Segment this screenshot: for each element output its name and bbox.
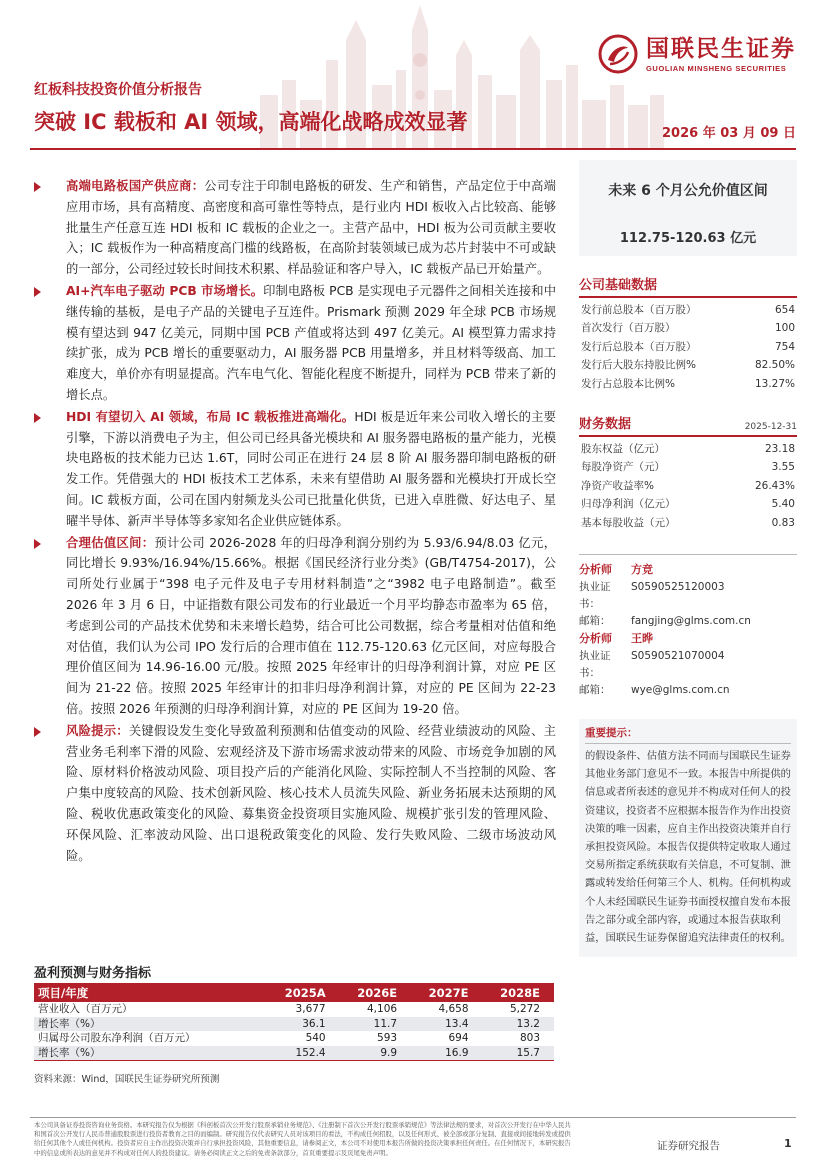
- analyst-title: 分析师: [579, 563, 612, 577]
- data-value: 100: [774, 322, 795, 335]
- table-cell: 13.4: [411, 1017, 482, 1032]
- table-cell: 增长率（%）: [34, 1017, 267, 1032]
- data-key: 归母净利润（亿元）: [581, 498, 676, 511]
- data-row: [579, 440, 797, 458]
- table-header-cell: 2027E: [411, 983, 482, 1002]
- data-row: [579, 375, 797, 393]
- data-key: 首次发行（百万股）: [581, 322, 676, 335]
- table-cell: 16.9: [411, 1046, 482, 1061]
- section-title: [579, 274, 797, 298]
- bullet-arrow-icon: [34, 539, 41, 549]
- page-title: 突破 IC 载板和 AI 领域，高端化战略成效显著: [34, 110, 468, 134]
- data-key: 发行后总股本（百万股）: [581, 340, 697, 353]
- table-cell: 增长率（%）: [34, 1046, 267, 1061]
- data-row: [579, 514, 797, 532]
- table-header-cell: 2025A: [267, 983, 340, 1002]
- table-header-cell: 项目/年度: [34, 983, 267, 1002]
- bullet-heading: 风险提示：: [66, 723, 129, 738]
- data-value: 754: [774, 340, 795, 353]
- guolian-logo-icon: [598, 34, 638, 74]
- data-value: 13.27%: [754, 377, 795, 390]
- bullet-text: 公司专注于印制电路板的研发、生产和销售，产品定位于中高端应用市场，具有高精度、高密度和高可靠性等特点，是行业内 HDI 板收入占比较高、能够批量生产任意互连 HDI 板和 IC 载板的企业之一。主营产品中，HDI 板为公司贡献主要收入；IC 载板作为一种高精度高门槛的线路板，在高阶封装领域已成为芯片封装中不可或缺的一部分，公司经过较长时间技术积累、样品验证和客户导入，IC 载板产品已开始量产。: [66, 179, 556, 277]
- table-cell: 15.7: [483, 1046, 554, 1061]
- table-cell: 4,658: [438, 1003, 469, 1015]
- analyst-section: [579, 554, 797, 699]
- analyst-mail-row: [579, 682, 797, 699]
- data-row: [579, 301, 797, 319]
- table-header-cell: 2026E: [340, 983, 411, 1002]
- analyst-name: 王晔: [631, 632, 653, 646]
- analyst-email-link[interactable]: fangjing@glms.com.cn: [631, 615, 751, 628]
- footer-disclaimer: 本公司具备证券投资咨询业务资格。本研究报告仅为根据《科创板首次公开发行股票承销业务规范》、《注册制下首次公开发行股票承销规范》等法律法规的要求，对首次公开发行在中华人民共和国首次公开发行人民币普通股股票进行投资者教育之目的而编制。研究报告仅代表研究人员对该项目的看法，不构成任何招股，以及任何形式、被全部或部分复制、直接或间接地转发或提供给任何其他个人或任何机构。投资者应自主作出投资决策并自行承担投资风险，其他重要信息，请参阅正文，本公司不对使用本报告所做的投资决策承担任何责任。在任何情况下，本研究报告中的信息或所表达的意见并不构成对任何人的投资建议。请务必阅读正文之后的免责条款部分，首页重要提示及页尾免责声明。: [34, 1121, 571, 1157]
- bullet-text: 关键假设发生变化导致盈利预测和估值变动的风险、经营业绩波动的风险、主营业务毛利率下滑的风险、宏观经济及下游市场需求波动带来的风险、市场竞争加剧的风险、原材料价格波动风险、项目投产后的产能消化风险、实际控制人不当控制的风险、客户集中度较高的风险、技术创新风险、核心技术人员流失风险、新业务拓展未达预期的风险、税收优惠政策变化的风险、募集资金投资项目实施风险、规模扩张引发的管理风险、环保风险、汇率波动风险、出口退税政策变化的风险、发行失败风险、二级市场波动风险。: [66, 723, 556, 863]
- bullet-heading: HDI 有望切入 AI 领域，布局 IC 载板推进高端化。: [66, 409, 355, 424]
- data-row: [579, 356, 797, 374]
- data-row: [579, 319, 797, 337]
- basic-data-section: [579, 274, 797, 393]
- table-cell: 4,106: [367, 1003, 398, 1015]
- footer-divider: [30, 1117, 796, 1118]
- analyst-mail-row: [579, 613, 797, 630]
- finance-data-date: 2025-12-31: [744, 422, 797, 433]
- data-key: 基本每股收益（元）: [581, 516, 676, 529]
- fair-value-panel: [579, 160, 797, 256]
- analyst-cert-row: [579, 579, 797, 613]
- logo-english-name: GUOLIAN MINSHENG SECURITIES: [646, 63, 787, 73]
- sidebar: [579, 160, 797, 957]
- footer-doc-type: 证券研究报告: [657, 1140, 720, 1152]
- cert-number: S0590525120003: [631, 581, 725, 594]
- finance-data-title: 财务数据: [579, 417, 632, 433]
- data-value: 5.40: [771, 498, 795, 511]
- bullet-item: [34, 407, 556, 532]
- data-value: 82.50%: [754, 359, 795, 372]
- cert-label: 执业证书：: [579, 650, 611, 680]
- bullet-item: [34, 176, 556, 280]
- mail-label: 邮箱：: [579, 684, 611, 697]
- analyst-name-row: [579, 561, 797, 579]
- data-row: [579, 495, 797, 513]
- table-cell: 5,272: [509, 1003, 540, 1015]
- data-value: 26.43%: [754, 479, 795, 492]
- data-row: [579, 338, 797, 356]
- fair-value-label: 未来 6 个月公允价值区间: [608, 183, 768, 199]
- table-header-cell: 2028E: [483, 983, 554, 1002]
- forecast-table: [34, 983, 554, 1061]
- brand-logo: [598, 34, 796, 74]
- table-cell: 593: [377, 1032, 398, 1044]
- data-value: 0.83: [771, 516, 795, 529]
- forecast-table-title: 盈利预测与财务指标: [34, 966, 152, 981]
- logo-chinese-name: 国联民生证券: [646, 35, 796, 62]
- table-row: [34, 1046, 554, 1061]
- bullet-item: [34, 281, 556, 406]
- data-row: [579, 458, 797, 476]
- table-cell: 152.4: [267, 1046, 340, 1061]
- table-cell: 13.2: [483, 1017, 554, 1032]
- mail-label: 邮箱：: [579, 615, 611, 628]
- analyst-email-link[interactable]: wye@glms.com.cn: [631, 684, 730, 697]
- analyst-name: 方竞: [631, 563, 653, 577]
- summary-column: [34, 176, 556, 867]
- data-value: 654: [774, 304, 795, 316]
- table-cell: 36.1: [267, 1017, 340, 1032]
- data-value: 23.18: [764, 443, 795, 456]
- bullet-arrow-icon: [34, 413, 41, 423]
- table-cell: 803: [519, 1032, 540, 1044]
- bullet-arrow-icon: [34, 182, 41, 192]
- table-row: [34, 1017, 554, 1032]
- bullet-text: HDI 板是近年来公司收入增长的主要引擎，下游以消费电子为主，但公司已经具备光模块和 AI 服务器电路板的量产能力，光模块电路板的技术能力已达 1.6T，同时公司正在进行 24 层 8 阶 AI 服务器印制电路板的研发工作。凭借强大的 HDI 板技术工艺体系，未来有望借助 AI 服务器和光模块打开成长空间。IC 载板方面，公司在国内射频龙头公司已批量化供货，已进入卓胜微、好达电子、星曜半导体、新声半导体等多家知名企业供应链体系。: [66, 409, 556, 528]
- table-cell: 归属母公司股东净利润（百万元）: [38, 1032, 196, 1044]
- table-cell: 11.7: [340, 1017, 411, 1032]
- data-key: 发行前总股本（百万股）: [581, 304, 697, 316]
- data-key: 净资产收益率%: [581, 479, 654, 492]
- data-row: [579, 477, 797, 495]
- data-key: 股东权益（亿元）: [581, 443, 665, 456]
- data-key: 发行后大股东持股比例%: [581, 359, 696, 372]
- analyst-title: 分析师: [579, 632, 612, 646]
- finance-data-section: [579, 413, 797, 532]
- table-header-row: [34, 983, 554, 1002]
- table-row: [34, 1002, 554, 1017]
- notice-title: 重要提示：: [585, 725, 791, 744]
- table-cell: 540: [305, 1032, 326, 1044]
- important-notice: [579, 719, 797, 957]
- bullet-arrow-icon: [34, 287, 41, 297]
- fair-value-range: 112.75-120.63 亿元: [619, 231, 757, 246]
- bullet-text: 印制电路板 PCB 是实现电子元器件之间相关连接和中继传输的基板，是电子产品的关键电子互连件。Prismark 预测 2029 年全球 PCB 市场规模有望达到 947 亿美元，同期中国 PCB 产值或将达到 497 亿美元。AI 模型算力需求持续扩张，成为 PCB 增长的重要驱动力，AI 服务器 PCB 用量增多，并且材料等级高、加工难度大，单价亦有明显提高。汽车电气化、智能化程度不断提升，同样为 PCB 带来了新的增长点。: [66, 283, 556, 402]
- basic-data-title: 公司基础数据: [579, 278, 658, 293]
- table-cell: 694: [448, 1032, 469, 1044]
- table-cell: 营业收入（百万元）: [38, 1003, 133, 1015]
- bullet-item: [34, 533, 556, 720]
- analyst-name-row: [579, 630, 797, 648]
- header-divider: [30, 148, 796, 150]
- table-row: [34, 1031, 554, 1046]
- section-title: [579, 413, 797, 437]
- table-source-note: 资料来源：Wind，国联民生证券研究所预测: [34, 1074, 220, 1085]
- table-cell: 3,677: [295, 1003, 326, 1015]
- bullet-heading: 高端电路板国产供应商：: [66, 179, 205, 193]
- bullet-heading: AI+汽车电子驱动 PCB 市场增长。: [66, 283, 264, 298]
- bullet-arrow-icon: [34, 727, 41, 737]
- page-number: 1: [784, 1137, 792, 1150]
- bullet-heading: 合理估值区间：: [66, 535, 155, 550]
- notice-text: 的假设条件、估值方法不同而与国联民生证券其他业务部门意见不一致。本报告中所提供的信息或者所表述的意见并不构成对任何人的投资建议，投资者不应根据本报告作为作出投资决策的唯一因素，应自主作出投资决策并自行承担投资风险。本报告仅提供特定收取人通过交易所指定系统获取有关信息，不可复制、泄露或转发给任何第三个人、机构。任何机构或个人未经国联民生证券书面授权擅自发布本报告之部分或全部内容，或通过本报告获取利益，国联民生证券保留追究法律责任的权利。: [585, 750, 791, 945]
- table-cell: 9.9: [340, 1046, 411, 1061]
- data-key: 发行占总股本比例%: [581, 377, 675, 390]
- cert-number: S0590521070004: [631, 650, 725, 663]
- series-title: 红板科技投资价值分析报告: [34, 82, 202, 98]
- analyst-cert-row: [579, 648, 797, 682]
- bullet-text: 预计公司 2026-2028 年的归母净利润分别约为 5.93/6.94/8.03 亿元，同比增长 9.93%/16.94%/15.66%。根据《国民经济行业分类》(GB/T4754-2017)，公司所处行业属于“398 电子元件及电子专用材料制造”之“3982 电子电路制造”。截至 2026 年 3 月 6 日，中证指数有限公司发布的行业最近一个月平均静态市盈率为 65 倍，考虑到公司的产品技术优势和未来增长趋势，结合可比公司数据，综合考量相对估值和绝对估值，我们认为公司 IPO 发行后的合理市值在 112.75-120.63 亿元区间，对应每股合理价值区间为 14.96-16.00 元/股。按照 2025 年经审计的归母净利润计算，对应 PE 区间为 21-22 倍。按照 2025 年经审计的扣非归母净利润计算，对应的 PE 区间为 22-23 倍。按照 2026 年预测的归母净利润计算，对应的 PE 区间为 19-20 倍。: [66, 535, 556, 716]
- report-header: [0, 0, 826, 150]
- bullet-item: [34, 721, 556, 867]
- cert-label: 执业证书：: [579, 581, 611, 611]
- report-date: 2026 年 03 月 09 日: [662, 126, 796, 141]
- data-key: 每股净资产（元）: [581, 461, 665, 474]
- data-value: 3.55: [771, 461, 795, 474]
